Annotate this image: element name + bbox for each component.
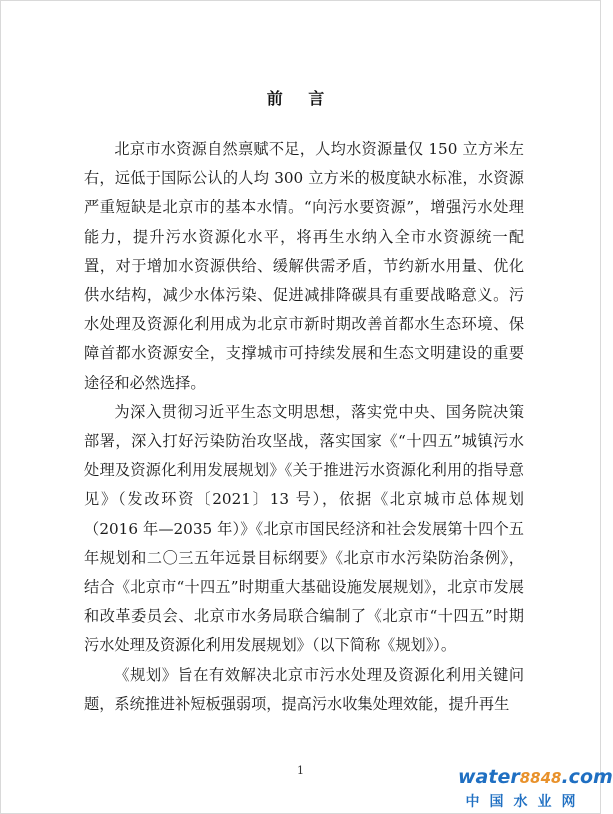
paragraph-3: 《规划》旨在有效解决北京市污水处理及资源化利用关键问题，系统推进补短板强弱项，提高污水收集处理效能，提升再生	[84, 665, 524, 713]
site-watermark-logo	[458, 766, 613, 811]
watermark-brand-number: 8848	[519, 769, 562, 787]
watermark-chinese-name: 中国水业网	[465, 794, 586, 810]
page-title: 前 言	[266, 89, 335, 108]
document-body	[84, 135, 524, 719]
paragraph-1: 北京市水资源自然禀赋不足，人均水资源量仅 150 立方米左右，远低于国际公认的人均 300 立方米的极度缺水标准，水资源严重短缺是北京市的基本水情。“向污水要资源”，增强污水处理能力，提升污水资源化水平，将再生水纳入全市水资源统一配置，对于增加水资源供给、缓解供需矛盾，节约新水用量、优化供水结构，减少水体污染、促进减排降碳具有重要战略意义。污水处理及资源化利用成为北京市新时期改善首都水生态环境、保障首都水资源安全，支撑城市可持续发展和生态文明建设的重要途径和必然选择。	[84, 140, 524, 392]
watermark-brand-word: water	[458, 766, 520, 788]
watermark-brand-suffix: .com	[561, 766, 613, 788]
paragraph-2: 为深入贯彻习近平生态文明思想，落实党中央、国务院决策部署，深入打好污染防治攻坚战，落实国家《“十四五”城镇污水处理及资源化利用发展规划》《关于推进污水资源化利用的指导意见》（发改环资〔2021〕13 号），依据《北京城市总体规划（2016 年—2035 年）》《北京市国民经济和社会发展第十四个五年规划和二〇三五年远景目标纲要》《北京市水污染防治条例》，结合《北京市“十四五”时期重大基础设施发展规划》，北京市发展和改革委员会、北京市水务局联合编制了《北京市“十四五”时期污水处理及资源化利用发展规划》（以下简称《规划》）。	[84, 402, 524, 655]
watermark-brand	[458, 766, 613, 789]
page-number: 1	[297, 764, 304, 777]
